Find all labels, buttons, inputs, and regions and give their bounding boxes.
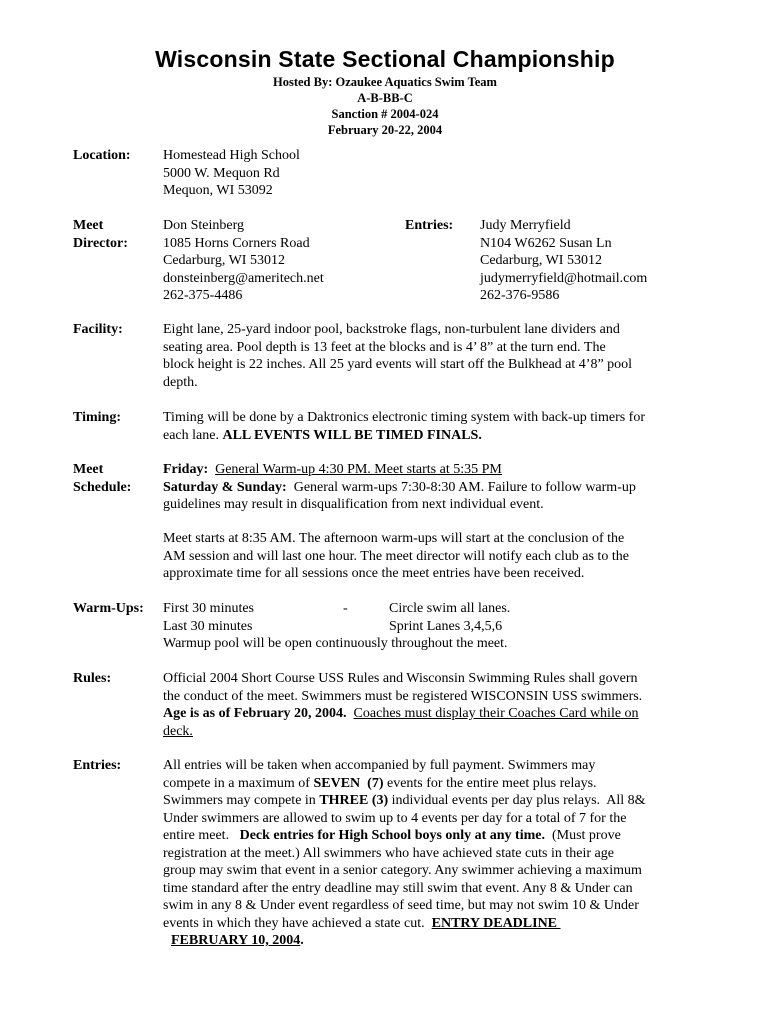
facility-line: depth. xyxy=(163,374,198,390)
meet-dates: February 20-22, 2004 xyxy=(327,123,443,137)
warmup-last-30: Last 30 minutes xyxy=(163,618,253,634)
entries-contact-line: Cedarburg, WI 53012 xyxy=(480,253,602,268)
classification: A-B-BB-C xyxy=(357,91,413,105)
entries-line: group may swim that event in a senior category. Any swimmer achieving a maximum xyxy=(163,863,642,878)
entry-deadline-label: ENTRY DEADLINE xyxy=(431,915,561,931)
schedule-para-line: Meet starts at 8:35 AM. The afternoon warm-ups will start at the conclusion of the xyxy=(163,531,625,546)
rules-block xyxy=(163,670,693,740)
document-title: Wisconsin State Sectional Championship xyxy=(155,46,615,72)
warmup-circle-swim: Circle swim all lanes. xyxy=(389,601,511,616)
entries-text: individual events per day plus relays. All 8& xyxy=(388,793,646,808)
entries-line: time standard after the entry deadline may still swim that event. Any 8 & Under can xyxy=(163,880,633,896)
entries-contact-line: Judy Merryfield xyxy=(480,218,571,233)
rules-line xyxy=(163,705,693,723)
coaches-card-notice: Coaches must display their Coaches Card while on xyxy=(353,706,639,721)
hosted-by: Hosted By: Ozaukee Aquatics Swim Team xyxy=(273,75,497,89)
rules-label: Rules: xyxy=(73,671,112,686)
facility-line: block height is 22 inches. All 25 yard events will start off the Bulkhead at 4’8” pool xyxy=(163,357,633,372)
entries-line xyxy=(163,915,693,933)
age-date-notice: Age is as of February 20, 2004. xyxy=(163,706,347,721)
entry-deadline-period: . xyxy=(300,933,304,948)
entries-text: events in which they have achieved a state cut. xyxy=(163,915,432,931)
entries-contact-line: N104 W6262 Susan Ln xyxy=(480,235,612,251)
warmup-sprint-lanes: Sprint Lanes 3,4,5,6 xyxy=(389,618,503,634)
entries-line: Under swimmers are allowed to swim up to 4 events per day for a total of 7 for the xyxy=(163,810,627,826)
schedule-para-line: approximate time for all sessions once the meet entries have been received. xyxy=(163,566,585,581)
director-phone: 262-375-4486 xyxy=(163,288,243,303)
entries-contact-label: Entries: xyxy=(405,218,454,233)
entries-line xyxy=(163,827,693,845)
sanction-number: Sanction # 2004-024 xyxy=(331,107,439,121)
schedule-label-line: Meet xyxy=(73,462,104,477)
entries-text: (Must prove xyxy=(544,828,621,843)
timing-text: each lane. xyxy=(163,427,223,443)
entries-label: Entries: xyxy=(73,758,122,773)
weekend-text: General warm-ups 7:30-8:30 AM. Failure to follow warm-up xyxy=(293,479,636,495)
entries-line: All entries will be taken when accompanied by full payment. Swimmers may xyxy=(163,758,596,773)
max-events-count: SEVEN (7) xyxy=(313,775,384,791)
coaches-card-notice-end: deck. xyxy=(163,723,193,739)
warmup-first-30: First 30 minutes xyxy=(163,601,255,616)
timing-line: Timing will be done by a Daktronics electronic timing system with back-up timers for xyxy=(163,410,646,425)
entries-text: Swimmers may compete in xyxy=(163,793,320,808)
warmup-dash: - xyxy=(343,601,348,616)
entries-block xyxy=(163,757,693,950)
schedule-label xyxy=(73,461,163,496)
warmup-pool-note: Warmup pool will be open continuously throughout the meet. xyxy=(163,636,508,651)
entries-contact-block xyxy=(480,217,647,305)
entries-line xyxy=(163,792,693,810)
location-block xyxy=(163,147,693,200)
entries-text: entire meet. xyxy=(163,828,240,843)
events-per-day-count: THREE (3) xyxy=(319,793,389,808)
entries-contact-email: judymerryfield@hotmail.com xyxy=(480,270,648,286)
entry-deadline-date: FEBRUARY 10, 2004 xyxy=(171,933,301,948)
location-line: Homestead High School xyxy=(163,148,300,163)
weekend-label: Saturday & Sunday: xyxy=(163,479,287,495)
friday-text: General Warm-up 4:30 PM. Meet starts at 5:35 PM xyxy=(215,462,502,477)
location-label: Location: xyxy=(73,148,131,163)
weekend-line-2: guidelines may result in disqualification from next individual event. xyxy=(163,497,544,512)
entries-line: registration at the meet.) All swimmers who have achieved state cuts in their age xyxy=(163,845,614,861)
schedule-block xyxy=(163,461,693,514)
friday-line xyxy=(163,461,693,479)
location-line: Mequon, WI 53092 xyxy=(163,183,273,198)
deck-entries-notice: Deck entries for High School boys only at any time. xyxy=(239,828,545,843)
facility-line: Eight lane, 25-yard indoor pool, backstroke flags, non-turbulent lane dividers and xyxy=(163,322,620,337)
entries-text: events for the entire meet plus relays. xyxy=(383,775,597,791)
facility-block xyxy=(163,321,693,391)
timed-finals-notice: ALL EVENTS WILL BE TIMED FINALS. xyxy=(222,427,482,443)
schedule-paragraph xyxy=(163,530,693,583)
entry-deadline-line xyxy=(163,932,693,950)
timing-line xyxy=(163,427,693,445)
rules-line: the conduct of the meet. Swimmers must be registered WISCONSIN USS swimmers. xyxy=(163,688,643,704)
weekend-line xyxy=(163,479,693,497)
rules-line: Official 2004 Short Course USS Rules and Wisconsin Swimming Rules shall govern xyxy=(163,671,638,686)
entries-contact-phone: 262-376-9586 xyxy=(480,288,560,303)
entries-line xyxy=(163,775,693,793)
entries-text: compete in a maximum of xyxy=(163,775,314,791)
meet-director-label-line: Director: xyxy=(73,235,128,251)
director-email: donsteinberg@ameritech.net xyxy=(163,270,324,286)
friday-label: Friday: xyxy=(163,462,209,477)
warmups-label: Warm-Ups: xyxy=(73,601,144,616)
rules-spacer xyxy=(347,706,354,721)
entries-line: swim in any 8 & Under event regardless of seed time, but may not swim 10 & Under xyxy=(163,898,639,913)
facility-line: seating area. Pool depth is 13 feet at the blocks and is 4’ 8” at the turn end. The xyxy=(163,339,606,355)
director-line: Don Steinberg xyxy=(163,218,245,233)
meet-director-label-line: Meet xyxy=(73,218,104,233)
director-line: 1085 Horns Corners Road xyxy=(163,235,310,251)
location-line: 5000 W. Mequon Rd xyxy=(163,165,280,181)
timing-block xyxy=(163,409,693,444)
schedule-label-line: Schedule: xyxy=(73,479,132,495)
director-line: Cedarburg, WI 53012 xyxy=(163,253,285,268)
facility-label: Facility: xyxy=(73,322,123,337)
meet-director-block xyxy=(163,217,403,305)
timing-label: Timing: xyxy=(73,410,121,425)
schedule-para-line: AM session and will last one hour. The meet director will notify each club as to the xyxy=(163,548,629,564)
meet-director-label xyxy=(73,217,163,252)
